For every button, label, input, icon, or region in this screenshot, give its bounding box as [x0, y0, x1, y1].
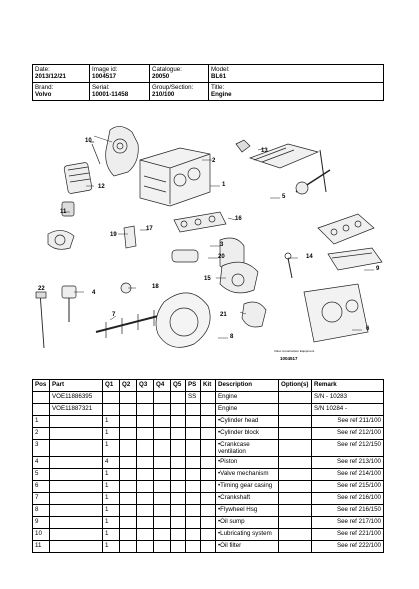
table-cell-remark: See ref 211/100: [312, 416, 384, 428]
image-id-value: 1004517: [92, 73, 117, 81]
table-cell-ps: [186, 517, 201, 529]
table-cell-q2: [120, 505, 137, 517]
callout-3: 3: [220, 242, 224, 248]
table-cell-pos: 10: [33, 529, 50, 541]
col-header: Remark: [312, 380, 384, 392]
table-cell-q3: [137, 404, 154, 416]
table-cell-q4: [154, 416, 171, 428]
group-label: Group/Section:: [152, 83, 194, 91]
col-header: Pos: [33, 380, 50, 392]
table-cell-part: VOE11887321: [50, 404, 103, 416]
date-value: 2013/12/21: [35, 73, 66, 81]
table-cell-opt: [279, 416, 312, 428]
table-cell-opt: [279, 541, 312, 553]
table-cell-desc: •Crankcase ventilation: [216, 440, 279, 457]
table-cell-q2: [120, 469, 137, 481]
table-cell-part: [50, 493, 103, 505]
callout-6: 6: [366, 326, 370, 332]
table-cell-part: [50, 428, 103, 440]
table-cell-part: [50, 481, 103, 493]
table-row: [33, 440, 384, 457]
table-cell-remark: S/N 10284 -: [312, 404, 384, 416]
image-id-label: Image id:: [92, 66, 118, 73]
table-cell-kit: [201, 469, 216, 481]
table-cell-opt: [279, 529, 312, 541]
table-cell-part: [50, 529, 103, 541]
table-cell-q5: [171, 481, 186, 493]
callout-19: 19: [110, 232, 117, 238]
col-header: Q2: [120, 380, 137, 392]
table-cell-pos: 2: [33, 428, 50, 440]
table-cell-opt: [279, 517, 312, 529]
callout-20: 20: [218, 254, 225, 260]
table-cell-ps: [186, 481, 201, 493]
parts-table: [32, 379, 384, 553]
table-cell-remark: See ref 216/100: [312, 493, 384, 505]
col-header: Kit: [201, 380, 216, 392]
table-cell-q4: [154, 469, 171, 481]
table-cell-q1: 1: [103, 541, 120, 553]
callout-16: 16: [235, 216, 242, 222]
table-row: [33, 517, 384, 529]
table-cell-kit: [201, 529, 216, 541]
table-row: [33, 541, 384, 553]
table-cell-part: [50, 440, 103, 457]
table-cell-q5: [171, 529, 186, 541]
table-cell-kit: [201, 493, 216, 505]
table-cell-part: [50, 505, 103, 517]
callout-17: 17: [146, 226, 153, 232]
table-cell-ps: [186, 469, 201, 481]
table-cell-q2: [120, 392, 137, 404]
table-row: [33, 493, 384, 505]
table-cell-opt: [279, 481, 312, 493]
table-cell-part: VOE11886395: [50, 392, 103, 404]
table-cell-pos: 5: [33, 469, 50, 481]
table-cell-ps: [186, 440, 201, 457]
table-cell-desc: •Oil sump: [216, 517, 279, 529]
callout-22: 22: [38, 286, 45, 292]
table-cell-q3: [137, 481, 154, 493]
table-cell-opt: [279, 469, 312, 481]
table-cell-part: [50, 469, 103, 481]
table-cell-q3: [137, 529, 154, 541]
table-cell-ps: [186, 404, 201, 416]
table-cell-q3: [137, 505, 154, 517]
image-id-cell: [90, 65, 150, 83]
table-cell-ps: [186, 428, 201, 440]
table-cell-q1: 1: [103, 505, 120, 517]
table-cell-q1: 1: [103, 481, 120, 493]
table-cell-q1: 1: [103, 517, 120, 529]
table-cell-kit: [201, 404, 216, 416]
table-cell-ps: [186, 529, 201, 541]
table-cell-q5: [171, 392, 186, 404]
table-cell-pos: [33, 404, 50, 416]
table-cell-q3: [137, 416, 154, 428]
table-cell-ps: [186, 416, 201, 428]
table-cell-desc: Engine: [216, 392, 279, 404]
table-cell-q1: 1: [103, 416, 120, 428]
illustration-id: 1004517: [280, 356, 298, 361]
table-cell-q4: [154, 517, 171, 529]
table-cell-desc: •Valve mechanism: [216, 469, 279, 481]
exploded-engine-diagram: [32, 116, 384, 372]
callout-21: 21: [220, 312, 227, 318]
table-cell-pos: 7: [33, 493, 50, 505]
table-cell-q3: [137, 440, 154, 457]
table-cell-ps: SS: [186, 392, 201, 404]
table-cell-opt: [279, 404, 312, 416]
illustration-caption: Volvo Construction Equipment: [274, 349, 315, 353]
table-cell-kit: [201, 541, 216, 553]
table-cell-q5: [171, 517, 186, 529]
model-cell: [209, 65, 384, 83]
table-cell-q1: 1: [103, 529, 120, 541]
table-cell-q2: [120, 481, 137, 493]
col-header: Option(s): [279, 380, 312, 392]
table-cell-q2: [120, 440, 137, 457]
table-cell-q1: 1: [103, 428, 120, 440]
col-header: Description: [216, 380, 279, 392]
table-cell-desc: •Timing gear casing: [216, 481, 279, 493]
table-cell-q3: [137, 517, 154, 529]
table-cell-remark: See ref 217/100: [312, 517, 384, 529]
table-cell-ps: [186, 505, 201, 517]
col-header: Q4: [154, 380, 171, 392]
brand-value: Volvo: [35, 91, 52, 99]
table-cell-part: [50, 457, 103, 469]
date-label: Date:: [35, 66, 50, 73]
callout-15: 15: [204, 276, 211, 282]
callout-4: 4: [92, 290, 96, 296]
serial-value: 10001-11458: [92, 91, 129, 99]
table-cell-q2: [120, 416, 137, 428]
table-cell-q5: [171, 541, 186, 553]
parts-body: [33, 392, 384, 553]
table-cell-remark: See ref 222/100: [312, 541, 384, 553]
table-cell-kit: [201, 416, 216, 428]
table-cell-q2: [120, 457, 137, 469]
table-row: [33, 428, 384, 440]
callout-10: 10: [85, 138, 92, 144]
col-header: Q3: [137, 380, 154, 392]
table-cell-q2: [120, 541, 137, 553]
table-cell-desc: •Lubricating system: [216, 529, 279, 541]
date-cell: [33, 65, 90, 83]
table-row: [33, 469, 384, 481]
model-value: BL61: [211, 73, 227, 81]
callout-13: 13: [261, 148, 268, 154]
table-cell-q4: [154, 541, 171, 553]
catalogue-cell: [150, 65, 209, 83]
table-cell-q3: [137, 493, 154, 505]
table-cell-desc: •Piston: [216, 457, 279, 469]
table-cell-remark: See ref 221/100: [312, 529, 384, 541]
table-cell-part: [50, 541, 103, 553]
table-cell-q1: [103, 404, 120, 416]
table-cell-pos: 1: [33, 416, 50, 428]
model-label: Model:: [211, 66, 230, 73]
serial-cell: [90, 82, 150, 100]
table-row: [33, 404, 384, 416]
title-cell: [209, 82, 384, 100]
table-cell-pos: 9: [33, 517, 50, 529]
table-cell-q4: [154, 457, 171, 469]
callout-18: 18: [152, 284, 159, 290]
table-cell-q4: [154, 493, 171, 505]
table-cell-q4: [154, 481, 171, 493]
table-cell-q5: [171, 416, 186, 428]
table-cell-q4: [154, 440, 171, 457]
table-row: [33, 505, 384, 517]
table-row: [33, 392, 384, 404]
table-cell-q3: [137, 541, 154, 553]
col-header: Part: [50, 380, 103, 392]
table-cell-remark: S/N - 10283: [312, 392, 384, 404]
table-cell-opt: [279, 392, 312, 404]
table-cell-q2: [120, 404, 137, 416]
table-cell-opt: [279, 505, 312, 517]
table-cell-q1: 4: [103, 457, 120, 469]
table-cell-q3: [137, 392, 154, 404]
table-cell-q1: [103, 392, 120, 404]
table-row: [33, 529, 384, 541]
table-cell-q5: [171, 457, 186, 469]
callout-11: 11: [60, 209, 67, 215]
table-cell-opt: [279, 428, 312, 440]
table-cell-q2: [120, 529, 137, 541]
table-cell-opt: [279, 493, 312, 505]
table-cell-q5: [171, 428, 186, 440]
parts-header-row: [33, 380, 384, 392]
col-header: PS: [186, 380, 201, 392]
table-cell-q5: [171, 469, 186, 481]
table-cell-part: [50, 517, 103, 529]
table-cell-desc: •Oil filter: [216, 541, 279, 553]
title-value: Engine: [211, 91, 232, 99]
brand-label: Brand:: [35, 83, 54, 91]
table-cell-kit: [201, 457, 216, 469]
table-cell-part: [50, 416, 103, 428]
header-table: [32, 64, 384, 101]
table-cell-q1: 1: [103, 440, 120, 457]
table-cell-q1: 1: [103, 469, 120, 481]
table-cell-q3: [137, 428, 154, 440]
serial-label: Serial:: [92, 83, 110, 91]
table-cell-remark: See ref 212/150: [312, 440, 384, 457]
callout-7: 7: [112, 312, 116, 318]
col-header: Q1: [103, 380, 120, 392]
table-cell-opt: [279, 457, 312, 469]
table-cell-pos: 6: [33, 481, 50, 493]
table-cell-q5: [171, 404, 186, 416]
table-cell-q4: [154, 392, 171, 404]
table-cell-q1: 1: [103, 493, 120, 505]
table-cell-ps: [186, 493, 201, 505]
table-cell-desc: •Cylinder block: [216, 428, 279, 440]
table-cell-q2: [120, 517, 137, 529]
table-cell-q3: [137, 469, 154, 481]
callout-14: 14: [306, 254, 313, 260]
table-cell-remark: See ref 213/100: [312, 457, 384, 469]
table-cell-ps: [186, 457, 201, 469]
table-cell-remark: See ref 215/100: [312, 481, 384, 493]
table-cell-kit: [201, 392, 216, 404]
brand-cell: [33, 82, 90, 100]
table-cell-q4: [154, 404, 171, 416]
table-cell-q2: [120, 493, 137, 505]
table-cell-pos: [33, 392, 50, 404]
table-cell-kit: [201, 428, 216, 440]
table-cell-q3: [137, 457, 154, 469]
table-row: [33, 416, 384, 428]
table-cell-remark: See ref 214/100: [312, 469, 384, 481]
table-row: [33, 481, 384, 493]
table-cell-kit: [201, 440, 216, 457]
table-cell-desc: •Crankshaft: [216, 493, 279, 505]
table-cell-q4: [154, 505, 171, 517]
table-cell-remark: See ref 212/100: [312, 428, 384, 440]
col-header: Q5: [171, 380, 186, 392]
catalogue-label: Catalogue:: [152, 66, 182, 73]
table-cell-opt: [279, 440, 312, 457]
callout-8: 8: [230, 334, 234, 340]
table-cell-desc: Engine: [216, 404, 279, 416]
table-cell-q4: [154, 428, 171, 440]
table-cell-pos: 3: [33, 440, 50, 457]
table-cell-q4: [154, 529, 171, 541]
table-cell-q5: [171, 505, 186, 517]
table-cell-desc: •Flywheel Hsg: [216, 505, 279, 517]
table-cell-pos: 4: [33, 457, 50, 469]
table-row: [33, 457, 384, 469]
engine-parts-drawing: [32, 116, 384, 372]
catalogue-value: 20050: [152, 73, 170, 81]
table-cell-ps: [186, 541, 201, 553]
callout-12: 12: [98, 184, 105, 190]
callout-2: 2: [212, 158, 216, 164]
table-cell-pos: 8: [33, 505, 50, 517]
callout-9: 9: [376, 266, 380, 272]
group-value: 210/100: [152, 91, 175, 99]
table-cell-pos: 11: [33, 541, 50, 553]
table-cell-kit: [201, 505, 216, 517]
group-cell: [150, 82, 209, 100]
table-cell-desc: •Cylinder head: [216, 416, 279, 428]
table-cell-kit: [201, 517, 216, 529]
table-cell-q5: [171, 493, 186, 505]
callout-1: 1: [222, 182, 226, 188]
table-cell-remark: See ref 216/150: [312, 505, 384, 517]
table-cell-q2: [120, 428, 137, 440]
callout-5: 5: [282, 194, 286, 200]
title-label: Title:: [211, 83, 225, 91]
table-cell-kit: [201, 481, 216, 493]
table-cell-q5: [171, 440, 186, 457]
